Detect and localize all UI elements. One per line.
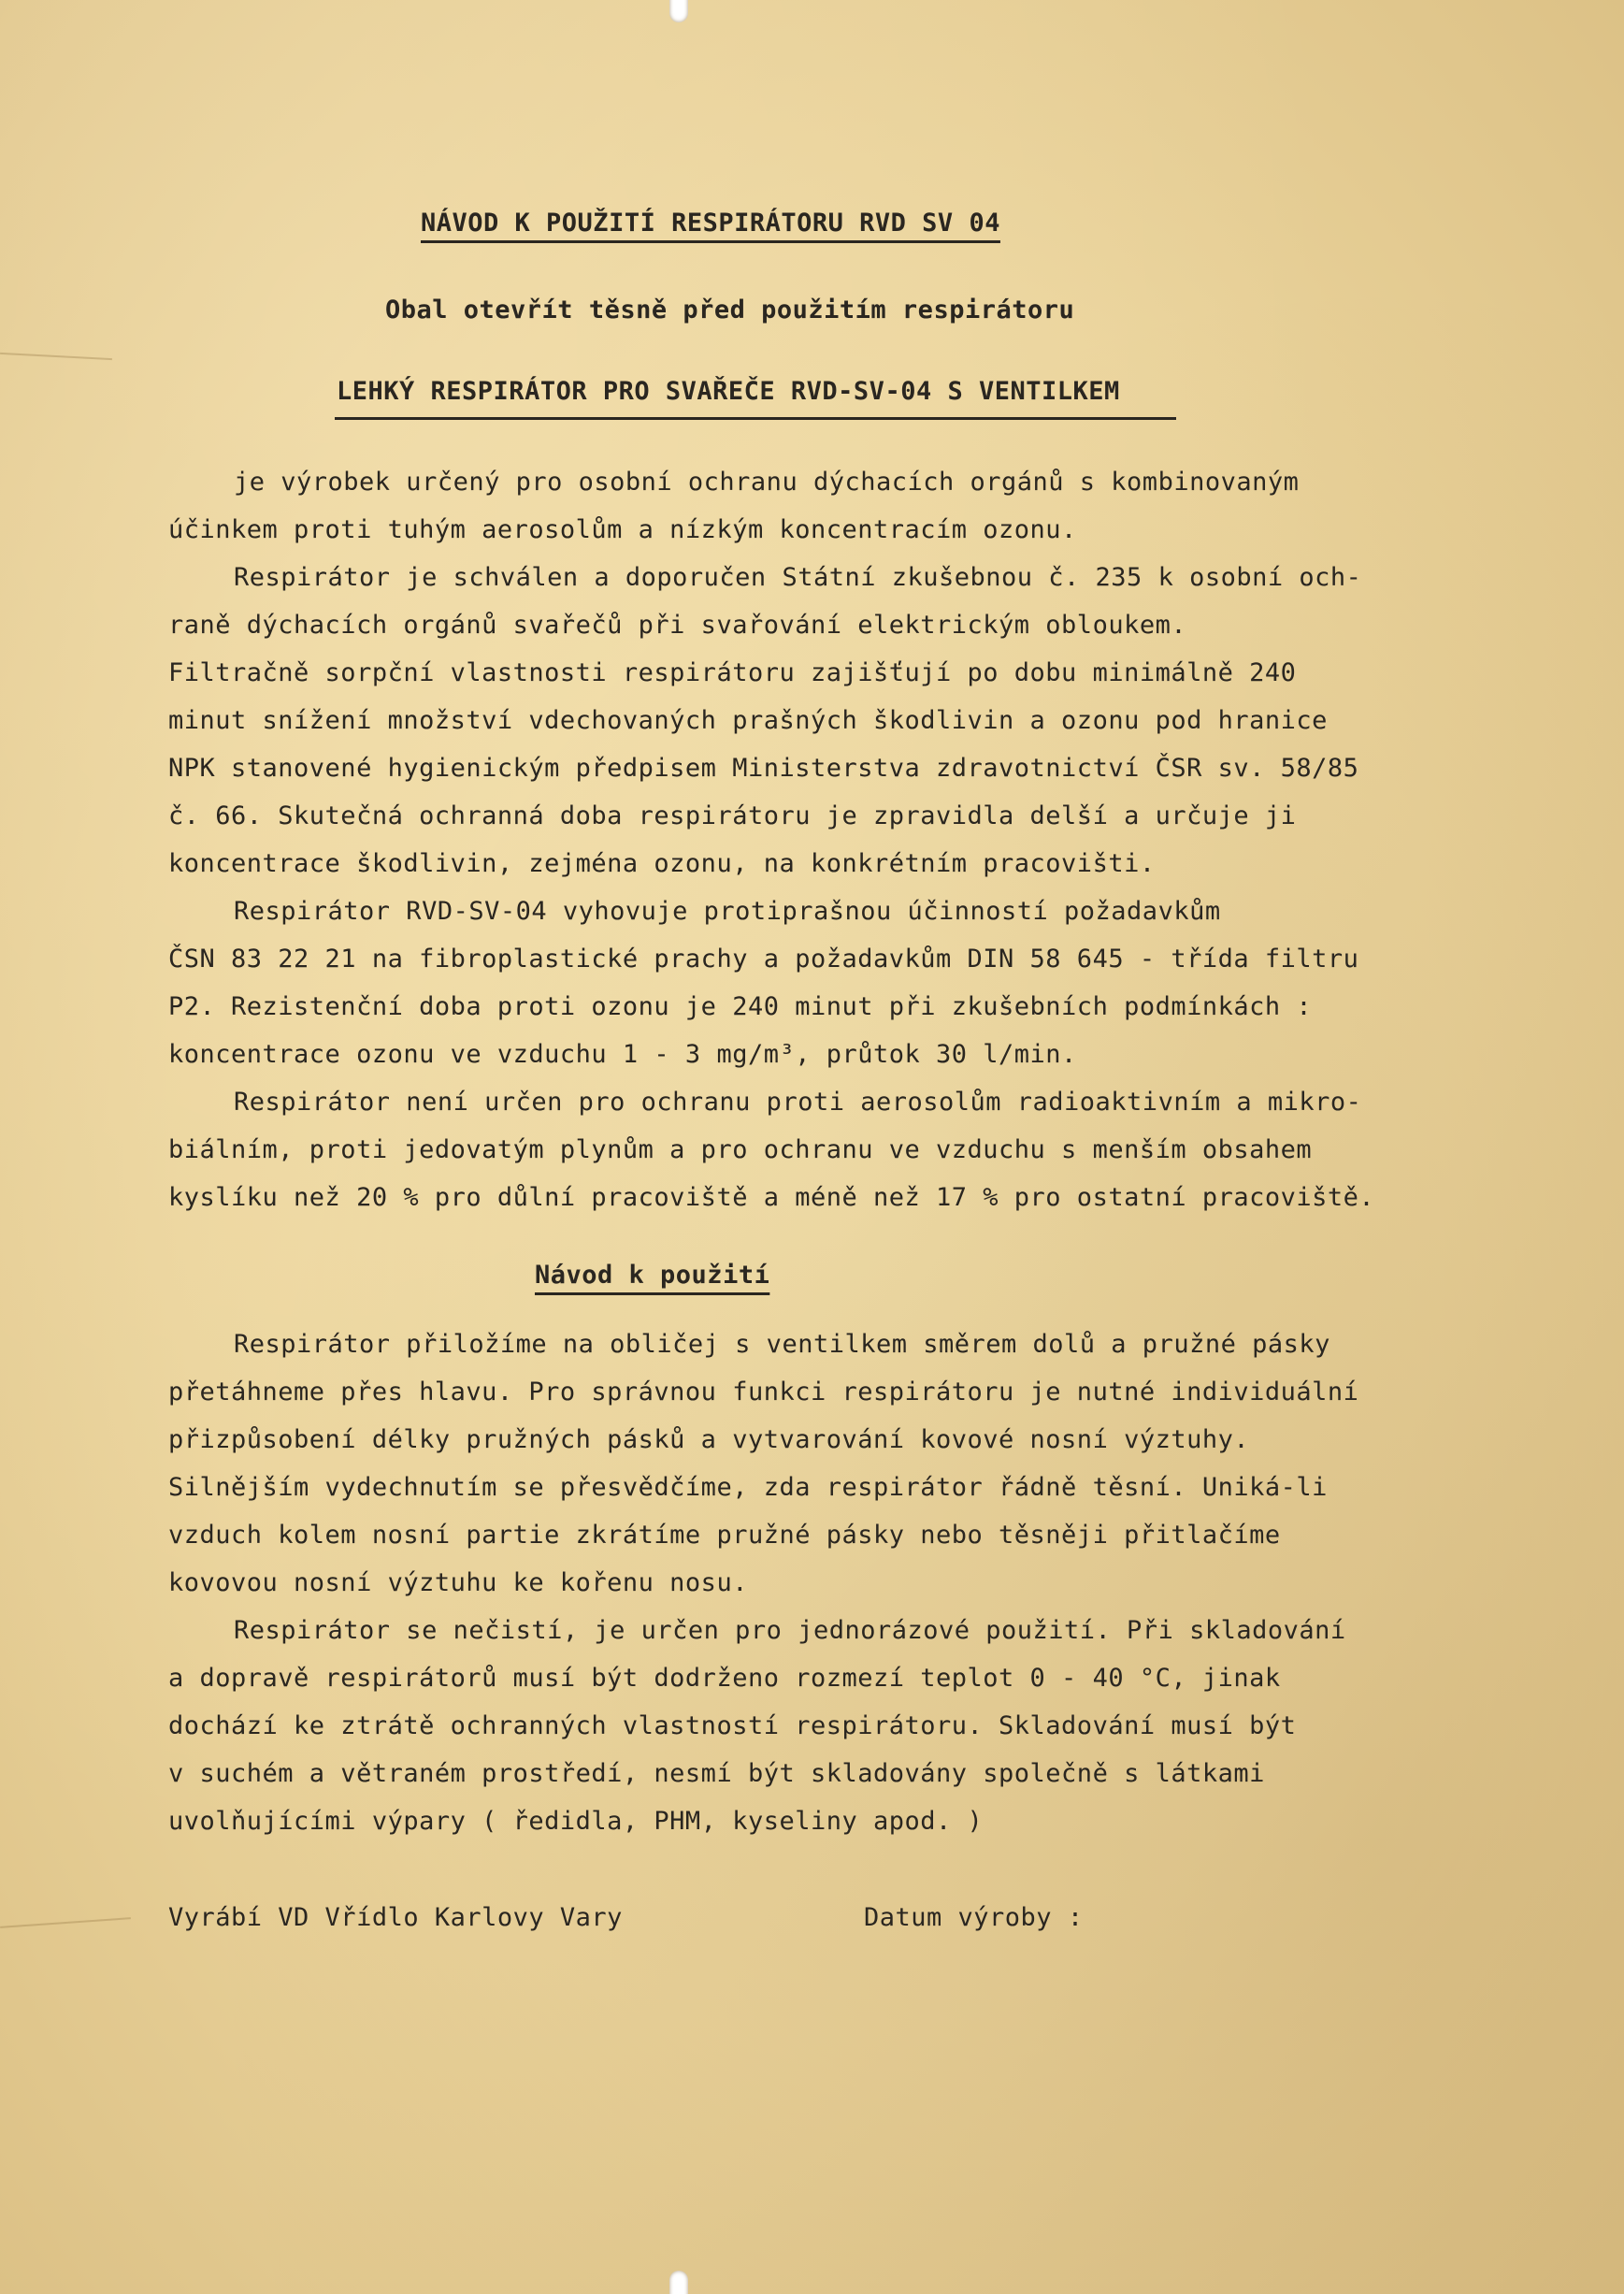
section2-line: a dopravě respirátorů musí být dodrženo rozmezí teplot 0 - 40 °C, jinak (168, 1664, 1281, 1693)
opening-note: Obal otevřít těsně před použitím respirátoru (385, 296, 1075, 325)
section1-line: Respirátor není určen pro ochranu proti aerosolům radioaktivním a mikro- (234, 1088, 1362, 1117)
section1-line: kyslíku než 20 % pro důlní pracoviště a méně než 17 % pro ostatní pracoviště. (168, 1183, 1375, 1212)
section1-line: biálním, proti jedovatým plynům a pro ochranu ve vzduchu s menším obsahem (168, 1135, 1313, 1164)
section2-line: Respirátor se nečistí, je určen pro jednorázové použití. Při skladování (234, 1616, 1346, 1645)
section1-line: NPK stanovené hygienickým předpisem Ministerstva zdravotnictví ČSR sv. 58/85 (168, 754, 1359, 783)
document-title: NÁVOD K POUŽITÍ RESPIRÁTORU RVD SV 04 (421, 209, 1000, 238)
section2-line: uvolňujícími výpary ( ředidla, PHM, kyseliny apod. ) (168, 1807, 984, 1836)
section1-line: minut snížení množství vdechovaných prašných škodlivin a ozonu pod hranice (168, 706, 1328, 735)
section1-line: raně dýchacích orgánů svařečů při svařování elektrickým obloukem. (168, 611, 1187, 640)
section1-line: P2. Rezistenční doba proti ozonu je 240 minut při zkušebních podmínkách : (168, 992, 1313, 1021)
document-subtitle: LEHKÝ RESPIRÁTOR PRO SVAŘEČE RVD-SV-04 S VENTILKEM (337, 377, 1120, 406)
section2-line: přizpůsobení délky pružných pásků a vytvarování kovové nosní výztuhy. (168, 1425, 1250, 1454)
punch-hole-bottom (669, 2271, 688, 2294)
paper-fold-crease (0, 353, 112, 360)
section2-line: přetáhneme přes hlavu. Pro správnou funkci respirátoru je nutné individuální (168, 1378, 1359, 1407)
section2-line: vzduch kolem nosní partie zkrátíme pružné pásky nebo těsněji přitlačíme (168, 1521, 1281, 1550)
section1-line: ČSN 83 22 21 na fibroplastické prachy a požadavkům DIN 58 645 - třída filtru (168, 945, 1359, 974)
section2-line: kovovou nosní výztuhu ke kořenu nosu. (168, 1568, 748, 1597)
punch-hole-top (669, 0, 688, 22)
section2-line: dochází ke ztrátě ochranných vlastností respirátoru. Skladování musí být (168, 1711, 1297, 1740)
section1-line: koncentrace škodlivin, zejména ozonu, na konkrétním pracovišti. (168, 849, 1156, 878)
production-date-label: Datum výroby : (864, 1903, 1084, 1932)
section1-line: účinkem proti tuhým aerosolům a nízkým koncentracím ozonu. (168, 515, 1077, 544)
manufacturer: Vyrábí VD Vřídlo Karlovy Vary (168, 1903, 623, 1932)
section1-line: Filtračně sorpční vlastnosti respirátoru zajišťují po dobu minimálně 240 (168, 658, 1297, 687)
subtitle-underline (335, 417, 1176, 420)
section1-line: Respirátor je schválen a doporučen Státní zkušebnou č. 235 k osobní och- (234, 563, 1362, 592)
section1-line: je výrobek určený pro osobní ochranu dýchacích orgánů s kombinovaným (234, 468, 1300, 497)
paper-fold-crease (0, 1917, 131, 1928)
section2-line: Silnějším vydechnutím se přesvědčíme, zda respirátor řádně těsní. Uniká-li (168, 1473, 1328, 1502)
section1-line: č. 66. Skutečná ochranná doba respirátoru je zpravidla delší a určuje ji (168, 801, 1297, 830)
section1-line: koncentrace ozonu ve vzduchu 1 - 3 mg/m³, průtok 30 l/min. (168, 1040, 1077, 1069)
section2-line: v suchém a větraném prostředí, nesmí být skladovány společně s látkami (168, 1759, 1265, 1788)
section2-line: Respirátor přiložíme na obličej s ventilkem směrem dolů a pružné pásky (234, 1330, 1330, 1359)
section1-line: Respirátor RVD-SV-04 vyhovuje protiprašnou účinností požadavkům (234, 897, 1221, 926)
instructions-heading: Návod k použití (535, 1261, 770, 1290)
